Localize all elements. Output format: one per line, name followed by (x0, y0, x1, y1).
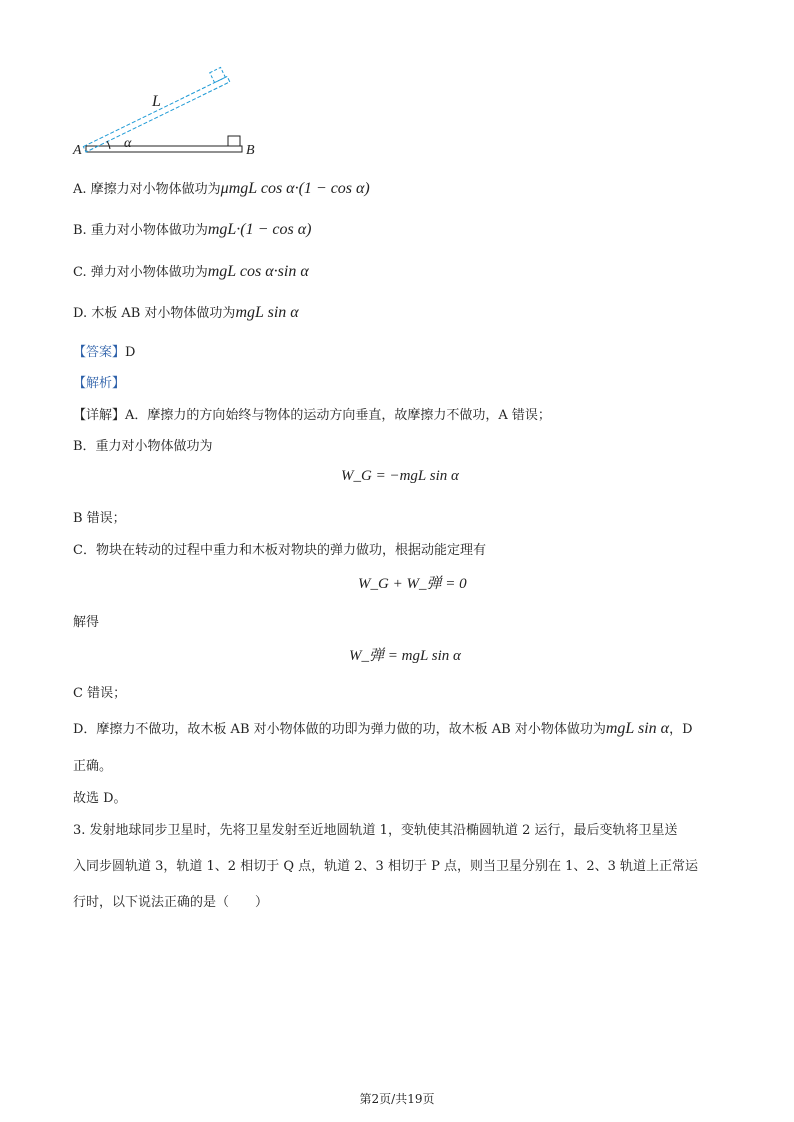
label-a: A (73, 143, 82, 158)
angle-arc (107, 141, 110, 149)
question3-line-2: 入同步圆轨道 3，轨道 1、2 相切于 Q 点，轨道 2、3 相切于 P 点，则当卫星分别在 1、2、3 轨道上正常运 (73, 859, 699, 874)
answer-tag: 【答案】 (73, 345, 126, 360)
analysis-tag: 【解析】 (73, 376, 126, 391)
detail-line-9: 故选 D。 (73, 791, 127, 806)
detail-line-2: B．重力对小物体做功为 (73, 439, 213, 454)
label-b: B (246, 143, 255, 158)
detail-line-8: 正确。 (73, 759, 113, 774)
detail-line-1: 【详解】A．摩擦力的方向始终与物体的运动方向垂直，故摩擦力不做功，A 错误； (73, 408, 551, 423)
option-b: B. 重力对小物体做功为mgL·(1 − cos α) (73, 221, 312, 238)
question3-line-3: 行时，以下说法正确的是（ ） (73, 895, 269, 910)
detail-line-5: 解得 (73, 615, 100, 630)
answer-line (73, 341, 135, 360)
block-at-b (228, 136, 240, 146)
page-footer: 第2页/共19页 (359, 1092, 435, 1106)
question3-line-1: 3. 发射地球同步卫星时，先将卫星发射至近地圆轨道 1，变轨使其沿椭圆轨道 2 运行，最后变轨将卫星送 (73, 823, 678, 838)
detail-line-6: C 错误； (73, 686, 127, 701)
option-a: A. 摩擦力对小物体做功为μmgL cos α·(1 − cos α) (73, 180, 370, 197)
incline-figure (70, 62, 270, 162)
detail-line-3: B 错误； (73, 511, 126, 526)
label-alpha: α (124, 136, 132, 151)
option-c: C. 弹力对小物体做功为mgL cos α·sin α (73, 263, 309, 280)
option-d: D. 木板 AB 对小物体做功为mgL sin α (73, 304, 299, 321)
detail-line-7: D．摩擦力不做功，故木板 AB 对小物体做的功即为弹力做的功，故木板 AB 对小物体做功为mgL sin α，D (73, 720, 693, 737)
equation-3: W_弹 = mgL sin α (349, 648, 461, 664)
equation-2: W_G + W_弹 = 0 (358, 576, 467, 592)
detail-line-4: C．物块在转动的过程中重力和木板对物块的弹力做功，根据动能定理有 (73, 543, 486, 558)
equation-1: W_G = −mgL sin α (341, 468, 459, 484)
label-l: L (152, 93, 161, 110)
answer-value: D (125, 345, 136, 360)
